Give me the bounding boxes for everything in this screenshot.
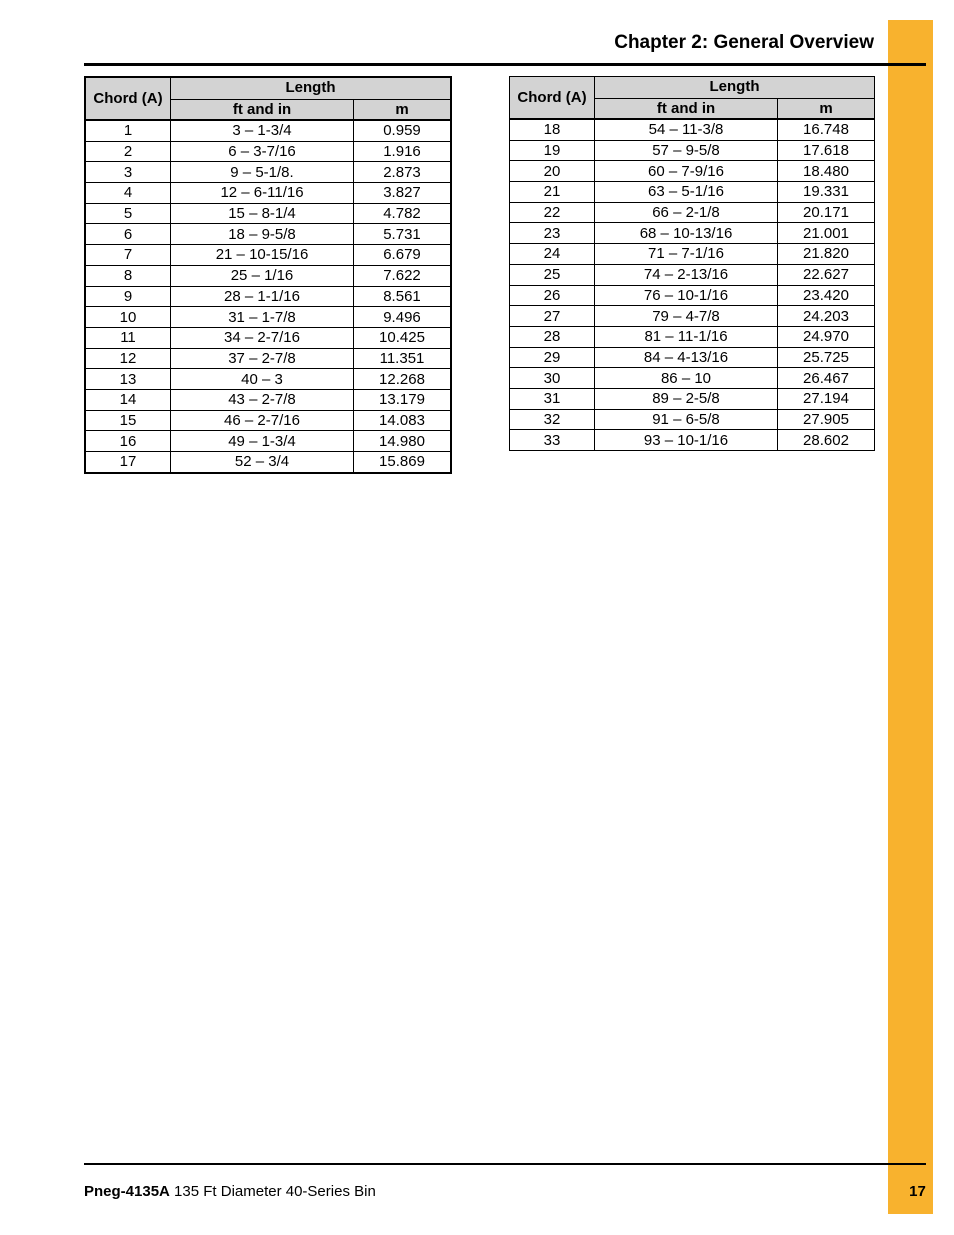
length-ft-in-cell: 37 – 2-7/8 xyxy=(171,348,354,369)
header-rule xyxy=(84,63,926,66)
header-chord: Chord (A) xyxy=(85,77,171,120)
length-ft-in-cell: 15 – 8-1/4 xyxy=(171,203,354,224)
table-row xyxy=(85,245,451,266)
length-m-cell: 14.083 xyxy=(354,410,452,431)
length-m-cell: 19.331 xyxy=(778,182,875,203)
table-row xyxy=(85,327,451,348)
chord-number-cell: 13 xyxy=(85,369,171,390)
footer-rule xyxy=(84,1163,926,1165)
chord-number-cell: 30 xyxy=(510,368,595,389)
table-row xyxy=(85,410,451,431)
chord-number-cell: 27 xyxy=(510,306,595,327)
page-number: 17 xyxy=(909,1183,926,1200)
table-row xyxy=(85,452,451,473)
chord-number-cell: 18 xyxy=(510,119,595,140)
length-m-cell: 3.827 xyxy=(354,183,452,204)
length-m-cell: 2.873 xyxy=(354,162,452,183)
length-m-cell: 1.916 xyxy=(354,141,452,162)
length-ft-in-cell: 74 – 2-13/16 xyxy=(595,264,778,285)
length-m-cell: 21.001 xyxy=(778,223,875,244)
chord-number-cell: 6 xyxy=(85,224,171,245)
table-body xyxy=(85,120,451,473)
chord-number-cell: 9 xyxy=(85,286,171,307)
table-row xyxy=(510,182,875,203)
length-ft-in-cell: 81 – 11-1/16 xyxy=(595,326,778,347)
length-ft-in-cell: 12 – 6-11/16 xyxy=(171,183,354,204)
chord-number-cell: 16 xyxy=(85,431,171,452)
length-m-cell: 27.905 xyxy=(778,409,875,430)
length-ft-in-cell: 84 – 4-13/16 xyxy=(595,347,778,368)
chord-number-cell: 23 xyxy=(510,223,595,244)
length-ft-in-cell: 43 – 2-7/8 xyxy=(171,389,354,410)
table-row xyxy=(510,388,875,409)
table-row xyxy=(510,306,875,327)
length-ft-in-cell: 9 – 5-1/8. xyxy=(171,162,354,183)
length-m-cell: 17.618 xyxy=(778,140,875,161)
length-ft-in-cell: 86 – 10 xyxy=(595,368,778,389)
table-row xyxy=(510,161,875,182)
header-m: m xyxy=(778,98,875,119)
table-row xyxy=(510,326,875,347)
chord-number-cell: 2 xyxy=(85,141,171,162)
length-ft-in-cell: 76 – 10-1/16 xyxy=(595,285,778,306)
table-row xyxy=(85,369,451,390)
length-ft-in-cell: 57 – 9-5/8 xyxy=(595,140,778,161)
table-row xyxy=(85,162,451,183)
document-title: 135 Ft Diameter 40-Series Bin xyxy=(169,1183,376,1200)
header-m: m xyxy=(354,99,452,120)
length-m-cell: 18.480 xyxy=(778,161,875,182)
length-ft-in-cell: 6 – 3-7/16 xyxy=(171,141,354,162)
length-m-cell: 25.725 xyxy=(778,347,875,368)
length-ft-in-cell: 25 – 1/16 xyxy=(171,265,354,286)
table-row xyxy=(85,265,451,286)
table-row xyxy=(510,368,875,389)
chord-number-cell: 12 xyxy=(85,348,171,369)
length-m-cell: 5.731 xyxy=(354,224,452,245)
chord-number-cell: 22 xyxy=(510,202,595,223)
table-row xyxy=(510,223,875,244)
chord-length-table-right xyxy=(509,76,875,451)
length-m-cell: 26.467 xyxy=(778,368,875,389)
header-ft-in: ft and in xyxy=(595,98,778,119)
chord-number-cell: 14 xyxy=(85,389,171,410)
table-row xyxy=(510,140,875,161)
length-m-cell: 13.179 xyxy=(354,389,452,410)
length-ft-in-cell: 49 – 1-3/4 xyxy=(171,431,354,452)
length-m-cell: 14.980 xyxy=(354,431,452,452)
chord-number-cell: 21 xyxy=(510,182,595,203)
header-ft-in: ft and in xyxy=(171,99,354,120)
table-row xyxy=(85,307,451,328)
table-row xyxy=(85,224,451,245)
chord-number-cell: 11 xyxy=(85,327,171,348)
chord-number-cell: 29 xyxy=(510,347,595,368)
length-m-cell: 12.268 xyxy=(354,369,452,390)
length-ft-in-cell: 63 – 5-1/16 xyxy=(595,182,778,203)
length-m-cell: 10.425 xyxy=(354,327,452,348)
length-m-cell: 20.171 xyxy=(778,202,875,223)
header-chord: Chord (A) xyxy=(510,77,595,120)
chord-number-cell: 7 xyxy=(85,245,171,266)
length-ft-in-cell: 89 – 2-5/8 xyxy=(595,388,778,409)
length-m-cell: 24.203 xyxy=(778,306,875,327)
chord-number-cell: 17 xyxy=(85,452,171,473)
length-m-cell: 6.679 xyxy=(354,245,452,266)
chord-number-cell: 10 xyxy=(85,307,171,328)
table-row xyxy=(85,120,451,141)
chapter-title: Chapter 2: General Overview xyxy=(614,32,874,53)
table-row xyxy=(510,430,875,451)
length-m-cell: 9.496 xyxy=(354,307,452,328)
chord-number-cell: 20 xyxy=(510,161,595,182)
length-m-cell: 8.561 xyxy=(354,286,452,307)
table-row xyxy=(510,409,875,430)
length-ft-in-cell: 21 – 10-15/16 xyxy=(171,245,354,266)
chord-number-cell: 19 xyxy=(510,140,595,161)
length-ft-in-cell: 91 – 6-5/8 xyxy=(595,409,778,430)
length-ft-in-cell: 28 – 1-1/16 xyxy=(171,286,354,307)
length-m-cell: 23.420 xyxy=(778,285,875,306)
length-ft-in-cell: 52 – 3/4 xyxy=(171,452,354,473)
header-length: Length xyxy=(171,77,452,99)
chapter-side-tab xyxy=(888,20,933,1214)
length-ft-in-cell: 46 – 2-7/16 xyxy=(171,410,354,431)
table-row xyxy=(85,389,451,410)
table-row xyxy=(85,286,451,307)
header-length: Length xyxy=(595,77,875,99)
length-m-cell: 16.748 xyxy=(778,119,875,140)
length-ft-in-cell: 18 – 9-5/8 xyxy=(171,224,354,245)
chord-number-cell: 15 xyxy=(85,410,171,431)
length-ft-in-cell: 40 – 3 xyxy=(171,369,354,390)
length-ft-in-cell: 31 – 1-7/8 xyxy=(171,307,354,328)
chord-number-cell: 24 xyxy=(510,244,595,265)
table-row xyxy=(85,431,451,452)
length-ft-in-cell: 93 – 10-1/16 xyxy=(595,430,778,451)
length-ft-in-cell: 79 – 4-7/8 xyxy=(595,306,778,327)
table-row xyxy=(510,285,875,306)
table-row xyxy=(510,202,875,223)
table-row xyxy=(85,183,451,204)
length-m-cell: 21.820 xyxy=(778,244,875,265)
chord-number-cell: 5 xyxy=(85,203,171,224)
chord-number-cell: 8 xyxy=(85,265,171,286)
chord-number-cell: 26 xyxy=(510,285,595,306)
table-row xyxy=(85,348,451,369)
length-m-cell: 28.602 xyxy=(778,430,875,451)
length-ft-in-cell: 34 – 2-7/16 xyxy=(171,327,354,348)
length-m-cell: 27.194 xyxy=(778,388,875,409)
length-ft-in-cell: 60 – 7-9/16 xyxy=(595,161,778,182)
chord-number-cell: 28 xyxy=(510,326,595,347)
length-ft-in-cell: 66 – 2-1/8 xyxy=(595,202,778,223)
table-row xyxy=(510,244,875,265)
chord-number-cell: 33 xyxy=(510,430,595,451)
chord-length-table-left xyxy=(84,76,452,474)
table-row xyxy=(85,203,451,224)
chord-number-cell: 3 xyxy=(85,162,171,183)
length-m-cell: 22.627 xyxy=(778,264,875,285)
length-m-cell: 15.869 xyxy=(354,452,452,473)
chord-number-cell: 1 xyxy=(85,120,171,141)
length-ft-in-cell: 3 – 1-3/4 xyxy=(171,120,354,141)
length-m-cell: 4.782 xyxy=(354,203,452,224)
table-row xyxy=(510,264,875,285)
footer-document-title xyxy=(84,1183,376,1200)
length-m-cell: 11.351 xyxy=(354,348,452,369)
length-m-cell: 7.622 xyxy=(354,265,452,286)
length-m-cell: 24.970 xyxy=(778,326,875,347)
chord-number-cell: 4 xyxy=(85,183,171,204)
chord-number-cell: 31 xyxy=(510,388,595,409)
length-m-cell: 0.959 xyxy=(354,120,452,141)
table-body xyxy=(510,119,875,451)
length-ft-in-cell: 68 – 10-13/16 xyxy=(595,223,778,244)
table-row xyxy=(85,141,451,162)
chord-number-cell: 32 xyxy=(510,409,595,430)
chord-number-cell: 25 xyxy=(510,264,595,285)
table-row xyxy=(510,119,875,140)
length-ft-in-cell: 54 – 11-3/8 xyxy=(595,119,778,140)
table-row xyxy=(510,347,875,368)
document-id: Pneg-4135A xyxy=(84,1183,170,1200)
length-ft-in-cell: 71 – 7-1/16 xyxy=(595,244,778,265)
